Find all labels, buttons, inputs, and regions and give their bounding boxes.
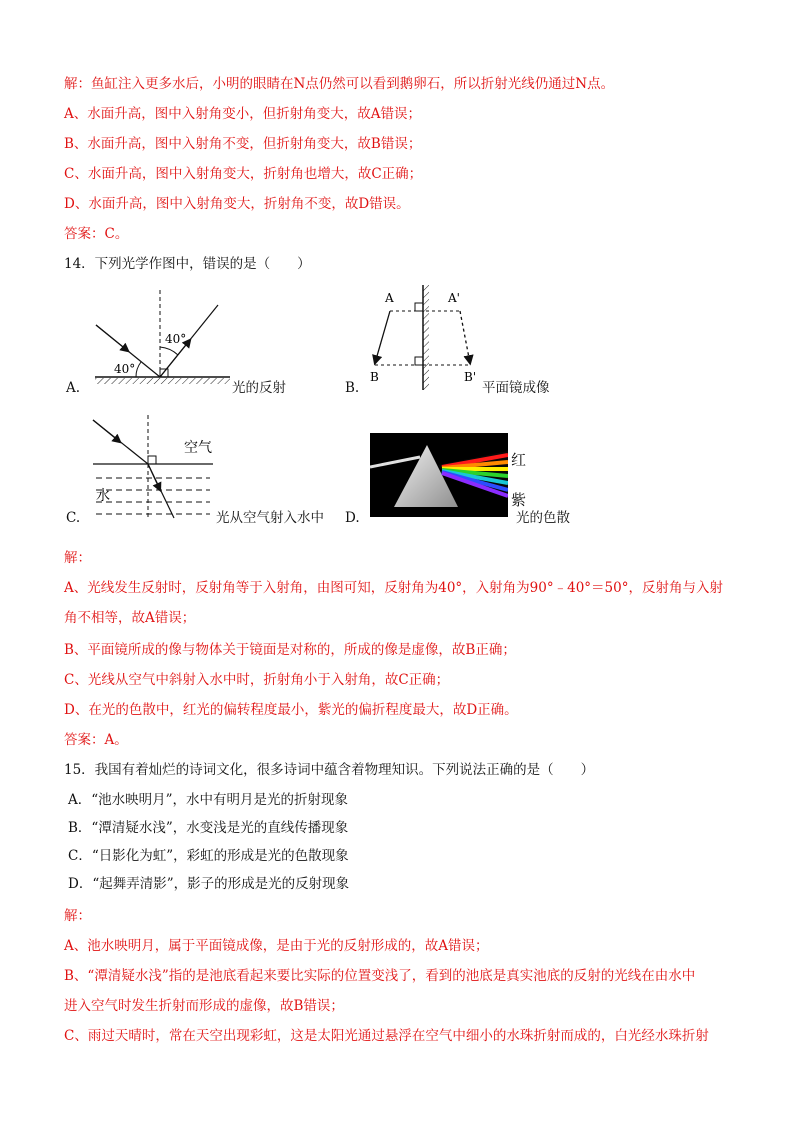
q15-option-c: C．“日影化为虹”，彩虹的形成是光的色散现象 (68, 848, 349, 864)
point-a-label: A (385, 291, 394, 305)
solution-13-b: B、水面升高，图中入射角不变，但折射角变大，故B错误； (64, 136, 422, 152)
solution-15-b-line1: B、“潭清疑水浅”指的是池底看起来要比实际的位置变浅了，看到的池底是真实池底的反射的光线在由水中 (64, 968, 696, 984)
solution-13-c: C、水面升高，图中入射角变大，折射角也增大，故C正确； (64, 166, 423, 182)
q14-option-c-caption: 光从空气射入水中 (216, 510, 324, 526)
solution-14-a-line2: 角不相等，故A错误； (64, 610, 196, 626)
reflection-diagram (90, 285, 240, 395)
red-light-label: 红 (511, 451, 527, 469)
q15-option-d: D．“起舞弄清影”，影子的形成是光的反射现象 (68, 876, 350, 892)
solution-14-a-line1: A、光线发生反射时，反射角等于入射角，由图可知，反射角为40°，入射角为90°﹣40°＝50°，反射角与入射 (64, 580, 723, 596)
air-label: 空气 (184, 440, 212, 456)
solution-15-c-line1: C、雨过天晴时，常在天空出现彩虹，这是太阳光通过悬浮在空气中细小的水珠折射而成的，白光经水珠折射 (64, 1028, 709, 1044)
solution-13-a: A、水面升高，图中入射角变小，但折射角变大，故A错误； (64, 106, 421, 122)
water-label: 水 (96, 488, 110, 504)
solution-15-a: A、池水映明月，属于平面镜成像，是由于光的反射形成的，故A错误； (64, 938, 489, 954)
dispersion-diagram (370, 433, 508, 517)
point-a-prime-label: A' (448, 291, 460, 305)
q15-option-b: B．“潭清疑水浅”，水变浅是光的直线传播现象 (68, 820, 349, 836)
q14-option-c-letter: C. (66, 510, 81, 526)
solution-13-intro: 解：鱼缸注入更多水后，小明的眼睛在N点仍然可以看到鹅卵石，所以折射光线仍通过N点。 (64, 76, 615, 92)
point-b-label: B (370, 370, 379, 384)
q14-option-b-letter: B. (345, 380, 360, 396)
purple-light-label: 紫 (511, 491, 527, 509)
question-15-stem: 15．我国有着灿烂的诗词文化，很多诗词中蕴含着物理知识。下列说法正确的是（ ） (64, 762, 595, 778)
q14-option-d-caption: 光的色散 (516, 510, 570, 526)
solution-14-d: D、在光的色散中，红光的偏转程度最小，紫光的偏折程度最大，故D正确。 (64, 702, 518, 718)
solution-13-d: D、水面升高，图中入射角变大，折射角不变，故D错误。 (64, 196, 410, 212)
answer-13: 答案：C。 (64, 226, 129, 242)
plane-mirror-diagram (360, 283, 490, 395)
question-14-stem: 14．下列光学作图中，错误的是（ ） (64, 256, 311, 272)
q14-option-a-letter: A. (66, 380, 81, 396)
q14-option-d-letter: D. (345, 510, 360, 526)
q14-option-a-caption: 光的反射 (232, 380, 286, 396)
refraction-diagram (88, 412, 218, 524)
solution-14-c: C、光线从空气中斜射入水中时，折射角小于入射角，故C正确； (64, 672, 450, 688)
q15-option-a: A．“池水映明月”，水中有明月是光的折射现象 (68, 792, 349, 808)
answer-14: 答案：A。 (64, 732, 128, 748)
q14-option-b-caption: 平面镜成像 (482, 380, 550, 396)
incidence-angle-label: 40° (114, 362, 136, 376)
reflection-angle-label: 40° (165, 332, 187, 346)
point-b-prime-label: B' (464, 370, 477, 384)
solution-14-intro: 解： (64, 550, 91, 566)
solution-14-b: B、平面镜所成的像与物体关于镜面是对称的，所成的像是虚像，故B正确； (64, 642, 516, 658)
solution-15-intro: 解： (64, 908, 91, 924)
solution-15-b-line2: 进入空气时发生折射而形成的虚像，故B错误； (64, 998, 344, 1014)
